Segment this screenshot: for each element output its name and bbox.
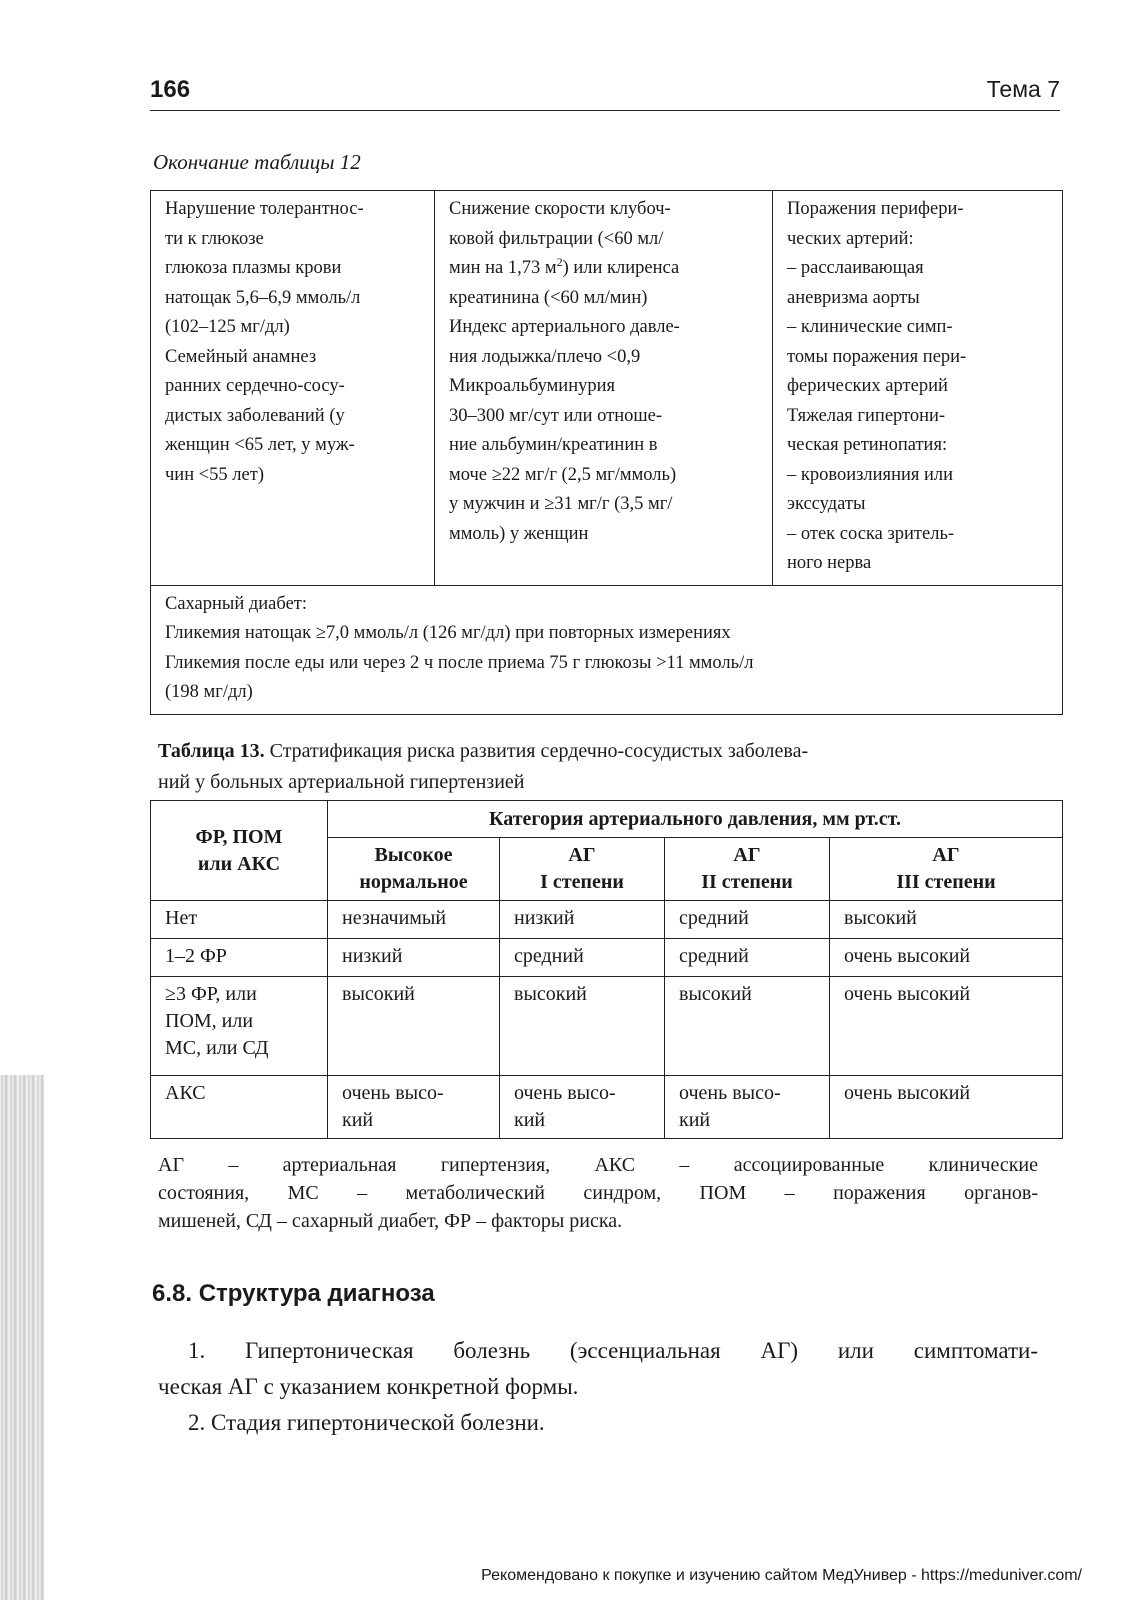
text-line: кий <box>514 1109 546 1131</box>
text-line: ние альбумин/креатинин в <box>449 435 658 455</box>
page-edge-shadow <box>0 1075 44 1600</box>
section-body <box>158 1333 1038 1441</box>
superscript: 2 <box>556 254 563 269</box>
table13-cell <box>665 977 830 1076</box>
table13-cell <box>665 1076 830 1139</box>
text-line: III степени <box>896 871 996 893</box>
text-line: кий <box>342 1109 374 1131</box>
text-line: ческих артерий: <box>787 228 914 249</box>
table13-cell <box>665 901 830 939</box>
table-row <box>151 939 1063 977</box>
text-line: ковой фильтрации (<60 мл/ <box>449 228 664 249</box>
text-line: или АКС <box>197 852 281 875</box>
text-line: кий <box>679 1109 711 1131</box>
text-line: очень высокий <box>844 945 971 967</box>
text-line: ферических артерий <box>787 376 948 396</box>
table13-cell <box>830 939 1063 977</box>
table13-cell <box>328 939 500 977</box>
text-line: Нет <box>165 907 198 929</box>
text-line: женщин <65 лет, у муж- <box>165 435 355 455</box>
table13-row-label <box>151 939 328 977</box>
table12-row-criteria <box>151 191 1063 586</box>
text-line: низкий <box>342 945 403 967</box>
text-line: натощак 5,6–6,9 ммоль/л <box>165 287 361 308</box>
text-line: Индекс артериального давле- <box>449 317 680 337</box>
table13-footnote <box>158 1151 1038 1235</box>
text-line: высокий <box>514 983 587 1005</box>
text-line: Нарушение толерантнос- <box>165 199 364 219</box>
text-line: ческая ретинопатия: <box>787 435 948 455</box>
table13-cell <box>500 901 665 939</box>
text-line: дистых заболеваний (у <box>165 405 345 426</box>
table13-col-header <box>830 838 1063 901</box>
table12-cell-arteries <box>773 191 1063 586</box>
text-line: 2. Стадия гипертонической болезни. <box>188 1410 545 1435</box>
text-line: Микроальбуминурия <box>449 376 616 396</box>
table13-cell <box>830 901 1063 939</box>
text-line: мишеней, СД – сахарный диабет, ФР – факторы риска. <box>158 1210 623 1232</box>
text-line: – расслаивающая <box>787 258 924 278</box>
text-line: Сахарный диабет: <box>165 593 308 614</box>
table13-col-header <box>328 838 500 901</box>
table13-col-header <box>500 838 665 901</box>
text-line: Тяжелая гипертони- <box>787 405 946 426</box>
table-row <box>151 977 1063 1076</box>
text-line: очень высокий <box>844 1082 971 1104</box>
text-line: 30–300 мг/сут или отноше- <box>449 405 663 426</box>
table13-cell <box>500 977 665 1076</box>
text-line: у мужчин и ≥31 мг/г (3,5 мг/ <box>449 494 673 514</box>
table13-cell <box>500 1076 665 1139</box>
text-line: – кровоизлияния или <box>787 464 954 485</box>
table-row <box>151 901 1063 939</box>
text-line: Семейный анамнез <box>165 346 317 367</box>
text-line <box>158 736 1058 767</box>
text-line: аневризма аорты <box>787 287 920 308</box>
table13-cell <box>328 1076 500 1139</box>
text-line: – отек соска зритель- <box>787 523 955 544</box>
table13-row-label <box>151 1076 328 1139</box>
text-fragment: мин на 1,73 м <box>449 258 557 278</box>
table13-cell <box>328 901 500 939</box>
table13-group-header: Категория артериального давления, мм рт.ст. <box>328 801 1063 838</box>
text-line: I степени <box>540 871 624 893</box>
text-line: ческая АГ с указанием конкретной формы. <box>158 1374 579 1399</box>
table12-cell-diabetes <box>151 585 1063 714</box>
text-line: Высокое <box>374 844 453 866</box>
text-line: ний у больных артериальной гипертензией <box>158 771 525 793</box>
text-line: глюкоза плазмы крови <box>165 258 342 278</box>
table12-continuation-caption: Окончание таблицы 12 <box>153 150 361 174</box>
text-line: МС, или СД <box>165 1037 269 1059</box>
table13-cell <box>500 939 665 977</box>
text-line: чин <55 лет) <box>165 464 264 485</box>
text-line: незначимый <box>342 907 447 929</box>
text-line: высокий <box>679 983 752 1005</box>
footer-watermark: Рекомендовано к покупке и изучению сайтом МедУнивер - https://meduniver.com/ <box>481 1567 1082 1584</box>
text-line: ния лодыжка/плечо <0,9 <box>449 346 641 367</box>
text-line: нормальное <box>359 871 468 893</box>
table13-cell <box>328 977 500 1076</box>
text-line: томы поражения пери- <box>787 346 967 367</box>
table13-header-row <box>151 801 1063 838</box>
text-line: очень высо- <box>679 1082 781 1104</box>
text-line: Гликемия натощак ≥7,0 ммоль/л (126 мг/дл) при повторных измерениях <box>165 623 731 643</box>
text-line: очень высокий <box>844 983 971 1005</box>
text-line: 1. Гипертоническая болезнь (эссенциальная АГ) или симптомати- <box>188 1338 1038 1363</box>
text-line: ПОМ, или <box>165 1010 254 1032</box>
text-line: Поражения перифери- <box>787 199 964 219</box>
text-line: АГ <box>568 844 596 866</box>
text-line: высокий <box>342 983 415 1005</box>
text-line: Снижение скорости клубоч- <box>449 199 671 219</box>
text-line: средний <box>679 907 749 929</box>
page-header <box>150 76 1060 111</box>
text-line <box>449 254 760 284</box>
table13 <box>150 800 1063 1139</box>
text-line: креатинина (<60 мл/мин) <box>449 287 648 308</box>
text-line: высокий <box>844 907 917 929</box>
text-line: (102–125 мг/дл) <box>165 317 290 337</box>
running-head: Тема 7 <box>986 76 1060 102</box>
text-line: АГ <box>932 844 960 866</box>
text-fragment: ) или клиренса <box>562 258 680 278</box>
text-line: ти к глюкозе <box>165 228 264 249</box>
table13-row-label <box>151 901 328 939</box>
text-line: очень высо- <box>342 1082 444 1104</box>
table13-corner-header <box>151 801 328 901</box>
text-line: 1–2 ФР <box>165 945 227 967</box>
text-line: Гликемия после еды или через 2 ч после приема 75 г глюкозы >11 ммоль/л <box>165 652 754 673</box>
page-number: 166 <box>150 76 191 103</box>
text-line: АГ <box>733 844 761 866</box>
text-line: низкий <box>514 907 575 929</box>
table12-row-diabetes <box>151 585 1063 714</box>
text-line: АКС <box>165 1082 206 1104</box>
table13-col-header <box>665 838 830 901</box>
text-line: состояния, МС – метаболический синдром, ПОМ – поражения органов- <box>158 1182 1038 1204</box>
text-line: – клинические симп- <box>787 317 953 337</box>
text-fragment: Стратификация риска развития сердечно-сосудистых заболева- <box>264 740 809 762</box>
table12-cell-glucose <box>151 191 435 586</box>
table13-cell <box>830 977 1063 1076</box>
text-line: очень высо- <box>514 1082 616 1104</box>
text-line: ммоль) у женщин <box>449 523 589 544</box>
text-line: (198 мг/дл) <box>165 682 253 702</box>
table13-cell <box>830 1076 1063 1139</box>
table12-cell-kidney <box>435 191 773 586</box>
text-line: средний <box>514 945 584 967</box>
table13-caption <box>158 736 1058 798</box>
text-line: II степени <box>701 871 793 893</box>
text-line: ФР, ПОМ <box>195 825 283 848</box>
text-line: средний <box>679 945 749 967</box>
section-heading: 6.8. Структура диагноза <box>152 1280 435 1307</box>
text-line: ≥3 ФР, или <box>165 983 257 1005</box>
table13-cell <box>665 939 830 977</box>
text-line: моче ≥22 мг/г (2,5 мг/ммоль) <box>449 464 677 485</box>
text-line: ранних сердечно-сосу- <box>165 376 345 396</box>
text-line: АГ – артериальная гипертензия, АКС – ассоциированные клинические <box>158 1154 1038 1176</box>
text-line: экссудаты <box>787 494 866 514</box>
table13-caption-label: Таблица 13. <box>158 740 265 762</box>
table13-row-label <box>151 977 328 1076</box>
table-row <box>151 1076 1063 1139</box>
text-line: ного нерва <box>787 553 872 573</box>
table12 <box>150 190 1063 715</box>
